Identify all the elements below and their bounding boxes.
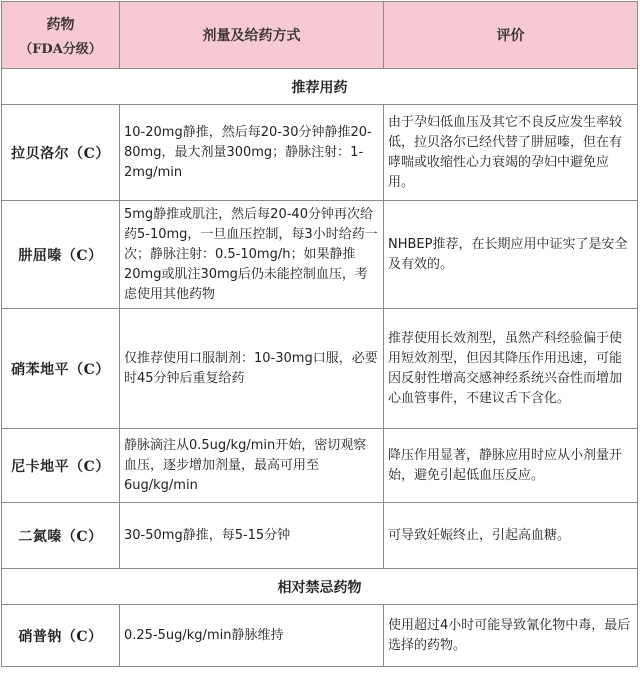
header-drug-label: 药物	[46, 16, 75, 33]
table-row	[2, 309, 638, 429]
evaluation-text: NHBEP推荐，在长期应用中证实了是安全及有效的。	[384, 201, 638, 309]
section-row-relative-contraindicated	[2, 569, 638, 605]
drug-name: 拉贝洛尔（C）	[2, 105, 120, 201]
header-dose: 剂量及给药方式	[120, 2, 384, 69]
header-drug-fda-class: （FDA分级）	[19, 41, 102, 57]
table-row	[2, 429, 638, 503]
section-title: 推荐用药	[2, 69, 638, 105]
drug-name: 硝普钠（C）	[2, 605, 120, 667]
drug-name: 二氮嗪（C）	[2, 503, 120, 569]
section-row-recommended	[2, 69, 638, 105]
drug-name: 尼卡地平（C）	[2, 429, 120, 503]
table-row	[2, 605, 638, 667]
header-evaluation: 评价	[384, 2, 638, 69]
header-drug	[2, 2, 120, 69]
drug-name: 肼屈嗪（C）	[2, 201, 120, 309]
dose-text: 0.25-5ug/kg/min静脉维持	[120, 605, 384, 667]
evaluation-text: 推荐使用长效剂型，虽然产科经验偏于使用短效剂型，但因其降压作用迅速，可能因反射性增高交感神经系统兴奋性而增加心血管事件，不建议舌下含化。	[384, 309, 638, 429]
table-row	[2, 503, 638, 569]
table-row	[2, 105, 638, 201]
section-title: 相对禁忌药物	[2, 569, 638, 605]
dose-text: 10-20mg静推，然后每20-30分钟静推20-80mg，最大剂量300mg；静脉注射：1-2mg/min	[120, 105, 384, 201]
table-header-row	[2, 2, 638, 69]
dose-text: 仅推荐使用口服制剂：10-30mg口服，必要时45分钟后重复给药	[120, 309, 384, 429]
evaluation-text: 降压作用显著，静脉应用时应从小剂量开始，避免引起低血压反应。	[384, 429, 638, 503]
table-row	[2, 201, 638, 309]
evaluation-text: 由于孕妇低血压及其它不良反应发生率较低，拉贝洛尔已经代替了肼屈嗪，但在有哮喘或收缩性心力衰竭的孕妇中避免应用。	[384, 105, 638, 201]
drug-dosing-table	[1, 1, 638, 667]
drug-name: 硝苯地平（C）	[2, 309, 120, 429]
evaluation-text: 使用超过4小时可能导致氰化物中毒，最后选择的药物。	[384, 605, 638, 667]
dose-text: 30-50mg静推，每5-15分钟	[120, 503, 384, 569]
evaluation-text: 可导致妊娠终止，引起高血糖。	[384, 503, 638, 569]
dose-text: 5mg静推或肌注，然后每20-40分钟再次给药5-10mg，一旦血压控制，每3小时给药一次；静脉注射：0.5-10mg/h；如果静推20mg或肌注30mg后仍未能控制血压，考虑使用其他药物	[120, 201, 384, 309]
dose-text: 静脉滴注从0.5ug/kg/min开始，密切观察血压，逐步增加剂量，最高可用至6ug/kg/min	[120, 429, 384, 503]
